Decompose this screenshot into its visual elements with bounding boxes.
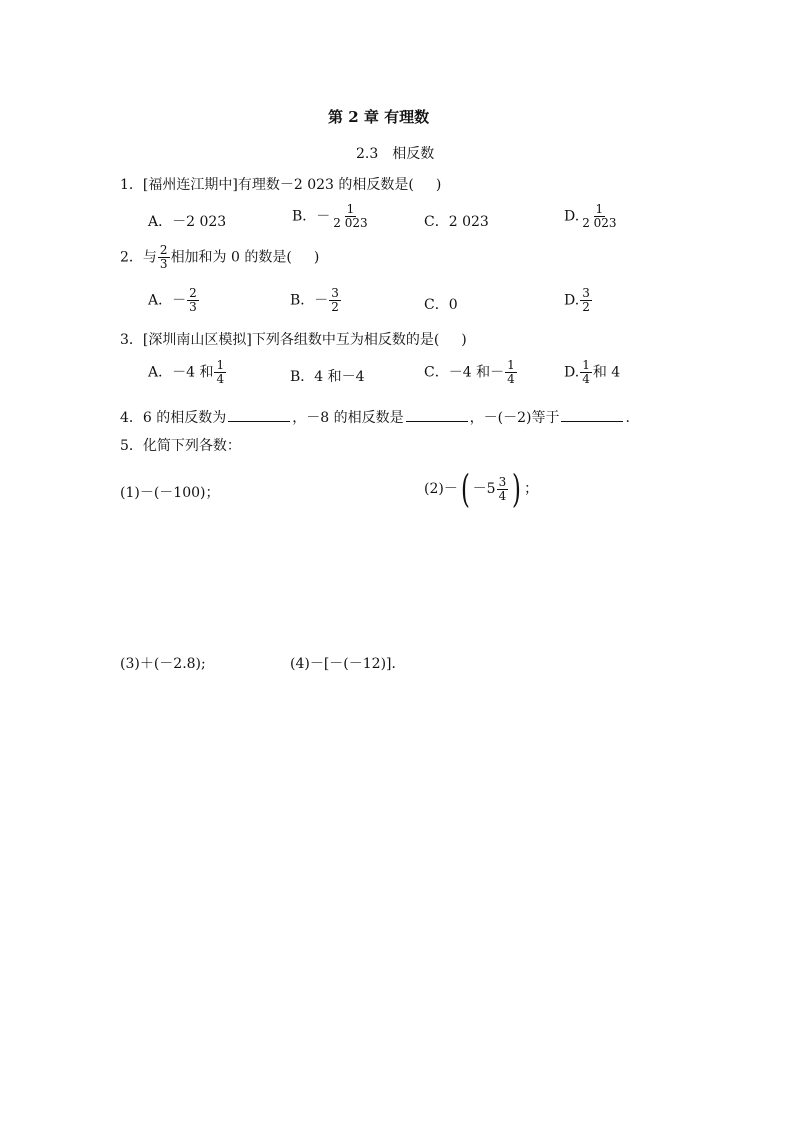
q2-b-den: 2 bbox=[331, 300, 339, 314]
q4-blank-1[interactable] bbox=[228, 407, 290, 422]
q2-d-fraction bbox=[580, 287, 592, 314]
q2-b-num: 3 bbox=[331, 286, 339, 300]
q2-d-prefix: D. bbox=[564, 292, 580, 309]
q5-sub-4: (4)－[－(－12)]． bbox=[290, 656, 406, 672]
q1-option-b[interactable] bbox=[292, 203, 371, 230]
q5-s2-num: 3 bbox=[498, 474, 507, 489]
q3-c-prefix: C．－4 和－ bbox=[424, 364, 505, 381]
question-3-stem bbox=[120, 331, 467, 349]
q3-c-fraction bbox=[505, 359, 517, 386]
question-1-stem bbox=[120, 176, 441, 194]
q2-stem-suffix: 相加和为 0 的数是( bbox=[170, 249, 292, 266]
q2-a-prefix: A．－ bbox=[148, 292, 187, 309]
q4-part-4: . bbox=[625, 410, 630, 426]
q2-stem-prefix: 2．与 bbox=[120, 249, 157, 266]
q5-sub-2 bbox=[424, 467, 539, 511]
q3-option-b[interactable]: B．4 和－4 bbox=[290, 369, 365, 385]
q2-a-den: 3 bbox=[189, 300, 197, 314]
q2-option-b[interactable] bbox=[290, 287, 342, 314]
q3-close-paren: ) bbox=[461, 332, 467, 348]
q2-b-prefix: B．－ bbox=[290, 292, 329, 309]
q2-d-den: 2 bbox=[582, 300, 590, 314]
q3-a-num: 1 bbox=[216, 358, 225, 372]
q1-b-num: 1 bbox=[346, 202, 355, 216]
q2-a-fraction bbox=[187, 287, 199, 314]
q4-part-1: 4．6 的相反数为 bbox=[120, 410, 227, 426]
q5-s2-den: 4 bbox=[498, 488, 507, 503]
q2-option-d[interactable] bbox=[564, 287, 593, 314]
q4-part-3: ，－(－2)等于 bbox=[469, 410, 560, 426]
q2-b-fraction bbox=[329, 287, 341, 314]
chapter-title: 第 2 章 有理数 bbox=[328, 108, 430, 126]
q2-stem-num: 2 bbox=[159, 243, 168, 257]
q3-d-prefix: D. bbox=[564, 364, 580, 381]
q3-d-num: 1 bbox=[582, 358, 590, 372]
q1-close-paren: ) bbox=[435, 177, 442, 193]
q2-stem-den: 3 bbox=[159, 257, 168, 271]
q5-sub-1: (1)－(－100)； bbox=[120, 485, 220, 501]
q1-option-a[interactable]: A．－2 023 bbox=[148, 214, 227, 230]
section-title: 2.3 相反数 bbox=[356, 146, 435, 162]
q1-stem-text: 1．[福州连江期中]有理数－2 023 的相反数是( bbox=[120, 177, 414, 193]
question-4 bbox=[120, 407, 630, 427]
q1-option-c[interactable]: C．2 023 bbox=[424, 214, 489, 230]
q3-option-d[interactable] bbox=[564, 359, 620, 386]
q3-d-fraction bbox=[580, 359, 592, 386]
q3-d-den: 4 bbox=[582, 372, 590, 386]
q1-d-num: 1 bbox=[595, 202, 604, 216]
q3-option-c[interactable] bbox=[424, 359, 518, 386]
q3-c-den: 4 bbox=[507, 372, 515, 386]
question-5-stem: 5．化简下列各数： bbox=[120, 438, 241, 454]
q2-stem-fraction bbox=[158, 244, 170, 271]
q2-close-paren: ) bbox=[313, 249, 320, 266]
q1-b-den: 2 023 bbox=[333, 216, 368, 230]
q2-d-num: 3 bbox=[582, 286, 590, 300]
q1-b-fraction bbox=[331, 203, 369, 230]
q2-a-num: 2 bbox=[189, 286, 197, 300]
q1-d-fraction bbox=[580, 203, 618, 230]
q3-a-fraction bbox=[214, 359, 226, 386]
right-paren-glyph: ) bbox=[512, 467, 522, 511]
q3-c-num: 1 bbox=[507, 358, 515, 372]
q5-s2-prefix: (2)－ bbox=[424, 481, 458, 497]
q4-blank-3[interactable] bbox=[561, 407, 623, 422]
q1-b-prefix: B．－ bbox=[292, 208, 331, 225]
left-paren-glyph: ( bbox=[460, 467, 470, 511]
q3-d-suffix: 和 4 bbox=[592, 364, 621, 381]
q5-s2-inner: －5 bbox=[472, 481, 496, 497]
q1-d-den: 2 023 bbox=[582, 216, 617, 230]
q2-option-c[interactable]: C．0 bbox=[424, 297, 458, 313]
q3-stem-text: 3．[深圳南山区模拟]下列各组数中互为相反数的是( bbox=[120, 332, 440, 348]
q2-option-a[interactable] bbox=[148, 287, 200, 314]
q3-a-prefix: A．－4 和 bbox=[148, 364, 214, 381]
q5-s2-suffix: ； bbox=[524, 481, 539, 497]
q4-blank-2[interactable] bbox=[406, 407, 468, 422]
q1-d-prefix: D. bbox=[564, 208, 580, 225]
q3-a-den: 4 bbox=[216, 372, 225, 386]
q3-option-a[interactable] bbox=[148, 359, 227, 386]
q5-sub-3: (3)＋(－2.8); bbox=[120, 656, 206, 672]
q4-part-2: ，－8 的相反数是 bbox=[292, 410, 404, 426]
question-2-stem bbox=[120, 244, 319, 271]
q1-option-d[interactable] bbox=[564, 203, 620, 230]
q5-s2-fraction bbox=[497, 476, 509, 503]
